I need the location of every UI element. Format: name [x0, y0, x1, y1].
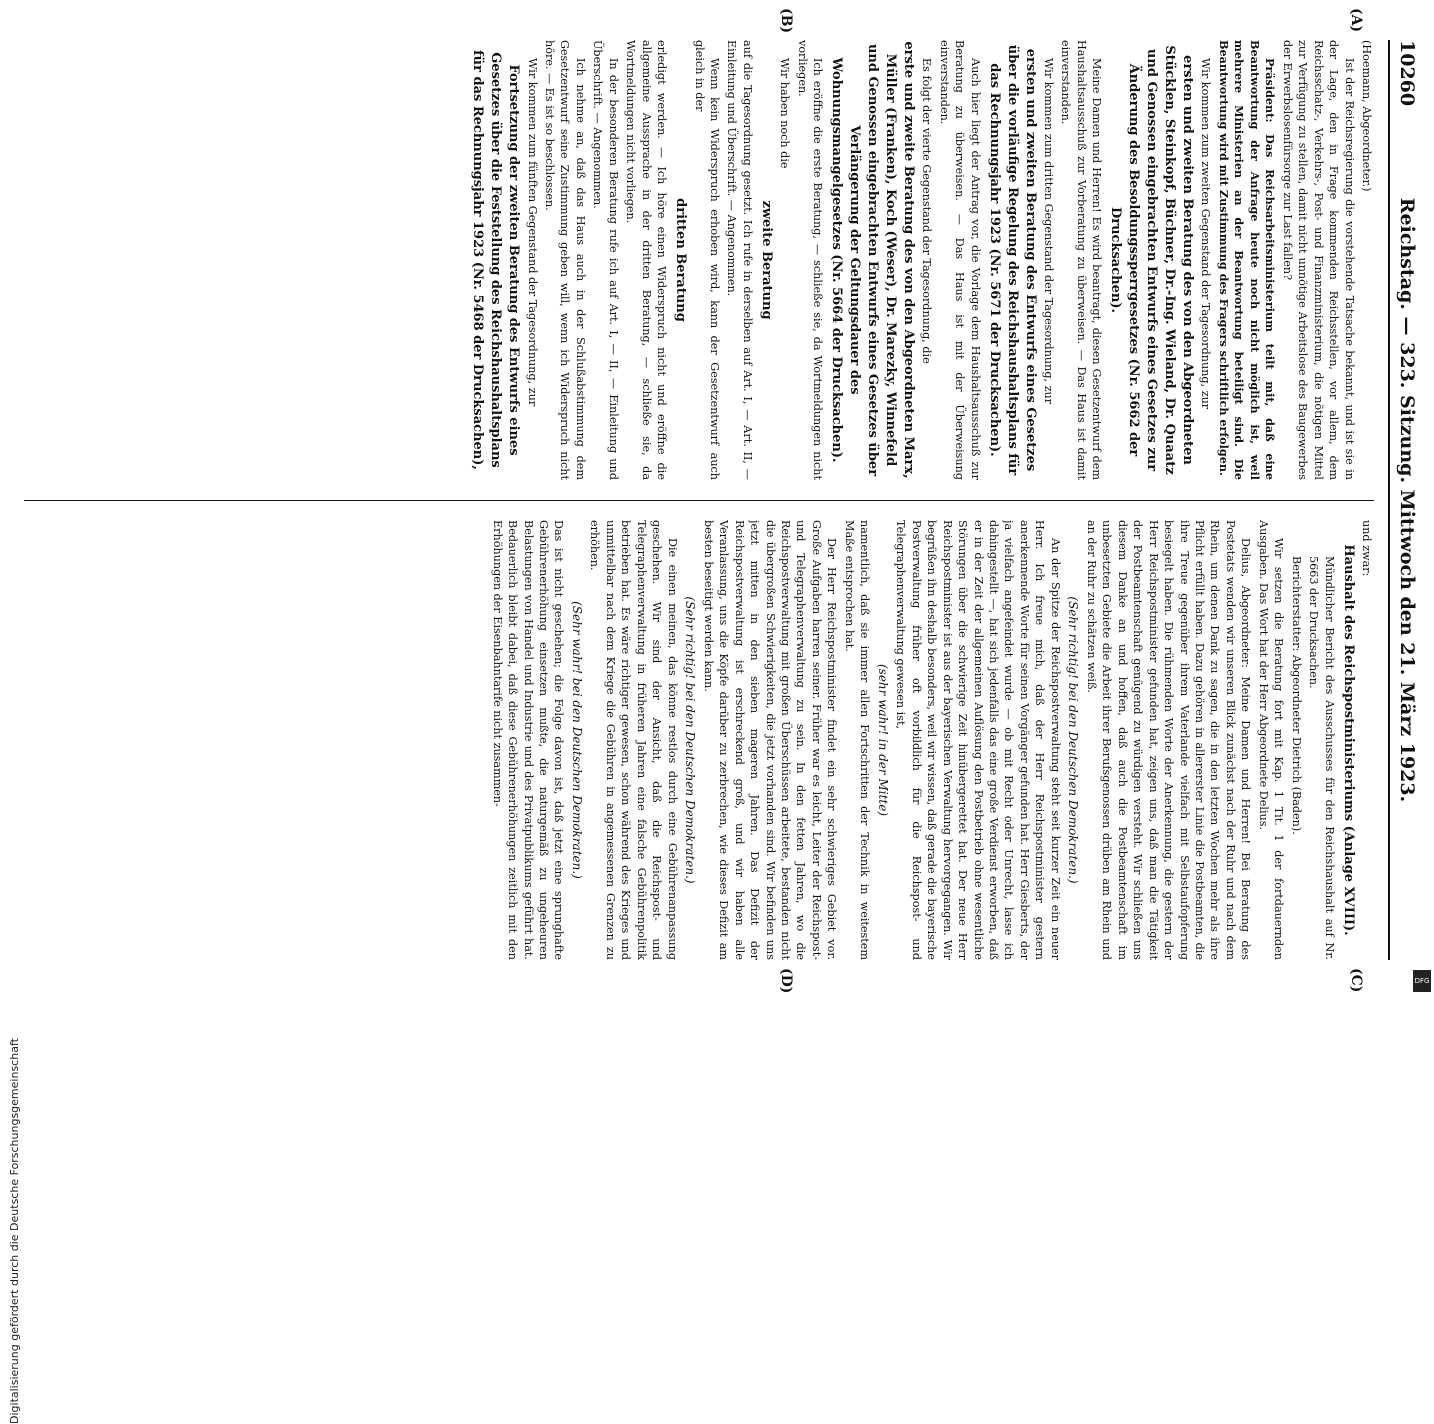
- dfg-logo: DFG: [1413, 970, 1431, 992]
- agenda-heading: Fortsetzung der zweiten Beratung des Entwurfs eines Gesetzes über die Feststellung des Reichshaushaltsplans für das Rechnungsjahr 1923 (Nr. 5468 der Drucksachen),: [470, 50, 522, 470]
- section-heading: zweite Beratung: [758, 200, 774, 320]
- digitization-note: Digitalisierung gefördert durch die Deutsche Forschungsgemeinschaft: [8, 1038, 21, 1424]
- column-divider: [24, 500, 1374, 501]
- paragraph: (Hoemann, Abgeordneter.): [1360, 40, 1373, 192]
- interjection: (Sehr richtig! bei den Deutschen Demokraten.): [1066, 596, 1081, 884]
- paragraph: An der Spitze der Reichspostverwaltung steht seit kurzer Zeit ein neuer Herr. Ich freue mich, daß der Herr Reichspostminister gestern anerkennende Worte für seinen Vorgänger gefunden hat. Herr Giesberts, der ja vielfach angefeindet wurde — ob mit Recht oder Unrecht, lasse ich dahingestellt —, hat sich jedenfalls das eine große Verdienst erworben, daß er in der Zeit der allgemeinen Auflösung den Postbetrieb ohne wesentliche Störungen über die schwierige Zeit hinübergerettet hat. Der neue Herr Reichspostminister ist aus der bayerischen Verwaltung hervorgegangen. Wir begrüßen ihn deshalb besonders, weil wir wissen, daß gerade die bayerische Postverwaltung früher oft vorbildlich für die Reichspost- und Telegraphenverwaltung gewesen ist,: [894, 520, 1062, 960]
- paragraph: Ist der Reichsregierung die vorstehende Tatsache bekannt, und ist sie in der Lage, den in Frage kommenden Reichsstellen, vor allem, dem Reichsschatz-, Verkehrs-, Post- und Finanzministerium, die nötigen Mittel zur Verfügung zu stellen, damit nicht unnötige Arbeitslose des Baugewerbes der Erwerbslosenfürsorge zur Last fallen?: [1280, 40, 1356, 480]
- paragraph: Es folgt der vierte Gegenstand der Tagesordnung, die: [920, 58, 934, 364]
- paragraph: und zwar:: [1360, 520, 1373, 577]
- paragraph: Ich nehme an, daß das Haus auch in der Schlußabstimmung dem Gesetzentwurf seine Zustimmung geben will, wenn ich Widerspruch nicht höre. — Es ist so beschlossen.: [542, 40, 587, 480]
- paragraph: Wir kommen zum zweiten Gegenstand der Tagesordnung, zur: [1199, 58, 1213, 410]
- paragraph: Das ist nicht geschehen; die Folge davon ist, daß jetzt eine sprunghafte Gebührenerhöhung einsetzen mußte, die naturgemäß zu ungeheuren Belastungen von Handel und Industrie und des Privatpublikums geführt hat. Bedauerlich bleibt dabei, daß diese Gebührenerhöhungen zeitlich mit den Erhöhungen der Eisenbahntarife nicht zusammen-: [490, 520, 566, 960]
- paragraph: Mündlicher Bericht des Ausschusses für den Reichshaushalt auf Nr. 5663 der Drucksachen.: [1307, 556, 1336, 960]
- marker-b: (B): [778, 8, 794, 34]
- page-title: Reichstag. — 323. Sitzung. Mittwoch den 21. März 1923.: [1396, 197, 1418, 803]
- paragraph: Präsident: Das Reichsarbeitsministerium teilt mit, daß eine Beantwortung der Anfrage heute noch nicht möglich ist, weil mehrere Ministerien an der Beantwortung beteiligt sind. Die Beantwortung wird mit Zustimmung des Fragers schriftlich erfolgen.: [1216, 40, 1278, 480]
- marker-a: (A): [1348, 8, 1364, 33]
- interjection: (Sehr wahr! bei den Deutschen Demokraten.): [570, 601, 585, 879]
- paragraph: namentlich, daß sie immer allen Fortschritten der Technik in weitestem Maße entsprochen hat.: [842, 520, 872, 960]
- marker-c: (C): [1348, 968, 1364, 993]
- speech-paragraph: Delius, Abgeordneter: Meine Damen und Herren! Bei Beratung des Postetats wenden wir unseren Blick zunächst nach der Ruhr und nach dem Rhein, um denen Dank zu sagen, die in den letzten Wochen mehr als ihre Pflicht erfüllt haben. Dazu gehören in allererster Linie die Postbeamten, die ihre Treue gegenüber ihrem Vaterlande vielfach mit Selbstaufopferung besiegelt haben. Die rühmenden Worte der Anerkennung, die gestern der Herr Reichspostminister gefunden hat, zeigen uns, daß man die Tätigkeit der Postbeamtenschaft genügend zu würdigen versteht. Wir schließen uns diesem Danke an und hoffen, daß auch die Postbeamtenschaft im unbesetzten Gebiete die Arbeit ihrer Berufsgenossen drüben am Rhein und an der Ruhr zu schätzen weiß.: [1084, 520, 1253, 960]
- paragraph: Meine Damen und Herren! Es wird beantragt, diesen Gesetzentwurf dem Haushaltsausschuß zur Vorberatung zu überweisen. — Das Haus ist damit einverstanden.: [1059, 40, 1104, 480]
- paragraph: Der Herr Reichspostminister findet ein sehr schwieriges Gebiet vor. Große Aufgaben harren seiner. Früher war es leicht, Leiter der Reichspost- und Telegraphenverwaltung zu sein. In den fetten Jahren, wo die Reichspostverwaltung mit großen Überschüssen arbeitete, bestanden nicht die übergroßen Schwierigkeiten, die jetzt vorhanden sind. Wir befinden uns jetzt mitten in den sieben mageren Jahren. Das Defizit der Reichspostverwaltung ist erschreckend groß, und wir haben alle Veranlassung, uns die Köpfe darüber zu zerbrechen, wie dieses Defizit am besten beseitigt werden kann.: [701, 520, 839, 960]
- paragraph: Wir setzen die Beratung fort mit Kap. 1 Tit. 1 der fortdauernden Ausgaben. Das Wort hat der Herr Abgeordnete Delius.: [1256, 520, 1286, 960]
- paragraph: Wenn kein Widerspruch erhoben wird, kann der Gesetzentwurf auch gleich in der: [692, 40, 721, 480]
- marker-d: (D): [778, 968, 794, 994]
- paragraph: Berichterstatter: Abgeordneter Dietrich (Baden).: [1289, 556, 1303, 835]
- page-header: [1388, 40, 1422, 960]
- interjection: (Sehr richtig! bei den Deutschen Demokraten.): [683, 596, 698, 884]
- paragraph: In der besonderen Beratung rufe ich auf Art. I, — II, — Einleitung und Überschrift. — Angenommen.: [591, 40, 620, 480]
- agenda-heading: erste und zweite Beratung des von den Abgeordneten Marx, Müller (Franken), Koch (Weser), Dr. Marezky, Winnefeld und Genossen eingebrachten Entwurfs eines Gesetzes über Verlängerung der Geltungsdauer des Wohnungsmangelgesetzes (Nr. 5664 der Drucksachen).: [829, 41, 916, 479]
- right-column: [24, 520, 1374, 960]
- section-heading: dritten Beratung: [673, 198, 689, 322]
- interjection: (sehr wahr! in der Mitte): [875, 663, 890, 816]
- paragraph: Ich eröffne die erste Beratung, — schließe sie, da Wortmeldungen nicht vorliegen.: [795, 40, 825, 480]
- paragraph: auf die Tagesordnung gesetzt. Ich rufe in derselben auf Art. I, — Art. II, — Einleitung und Überschrift. — Angenommen.: [725, 40, 754, 480]
- paragraph: erledigt werden. — Ich höre einen Widerspruch nicht und eröffne die allgemeine Aussprache in der dritten Beratung, — schließe sie, da Wortmeldungen nicht vorliegen.: [624, 40, 669, 480]
- paragraph: Wir haben noch die: [778, 58, 792, 169]
- agenda-heading: ersten und zweiten Beratung des von den Abgeordneten Stücklen, Steinkopf, Büchner, Dr.-Ing. Wieland, Dr. Quaatz und Genossen eingebrachten Entwurfs eines Gesetzes zur Änderung des Besoldungssperrgesetzes (Nr. 5662 der Drucksachen).: [1108, 45, 1196, 475]
- section-heading: Haushalt des Reichspostministeriums (Anlage XVIII).: [1340, 544, 1356, 936]
- paragraph: Wir kommen zum fünften Gegenstand der Tagesordnung, zur: [525, 58, 539, 407]
- paragraph: Auch hier liegt der Antrag vor, die Vorlage dem Haushaltsausschuß zur Beratung zu überweisen. — Das Haus ist mit der Überweisung einverstanden.: [937, 40, 982, 480]
- paragraph: Wir kommen zum dritten Gegenstand der Tagesordnung, zur: [1041, 58, 1055, 405]
- left-column: [24, 40, 1374, 480]
- paragraph: Die einen meinen, das könne restlos durch eine Gebührenanpassung geschehen. Wir sind der Ansicht, daß die Reichspost- und Telegraphenverwaltung in früheren Jahren eine falsche Gebührenpolitik betrieben hat. Es wäre richtiger gewesen, schon während des Krieges und unmittelbar nach dem Kriege die Gebühren in angemessenen Grenzen zu erhöhen.: [588, 520, 679, 960]
- agenda-heading: ersten und zweiten Beratung des Entwurfs eines Gesetzes über die vorläufige Regelung des Reichshaushaltsplans für das Rechnungsjahr 1923 (Nr. 5671 der Drucksachen).: [986, 44, 1038, 476]
- page-number: 10260: [1396, 40, 1418, 107]
